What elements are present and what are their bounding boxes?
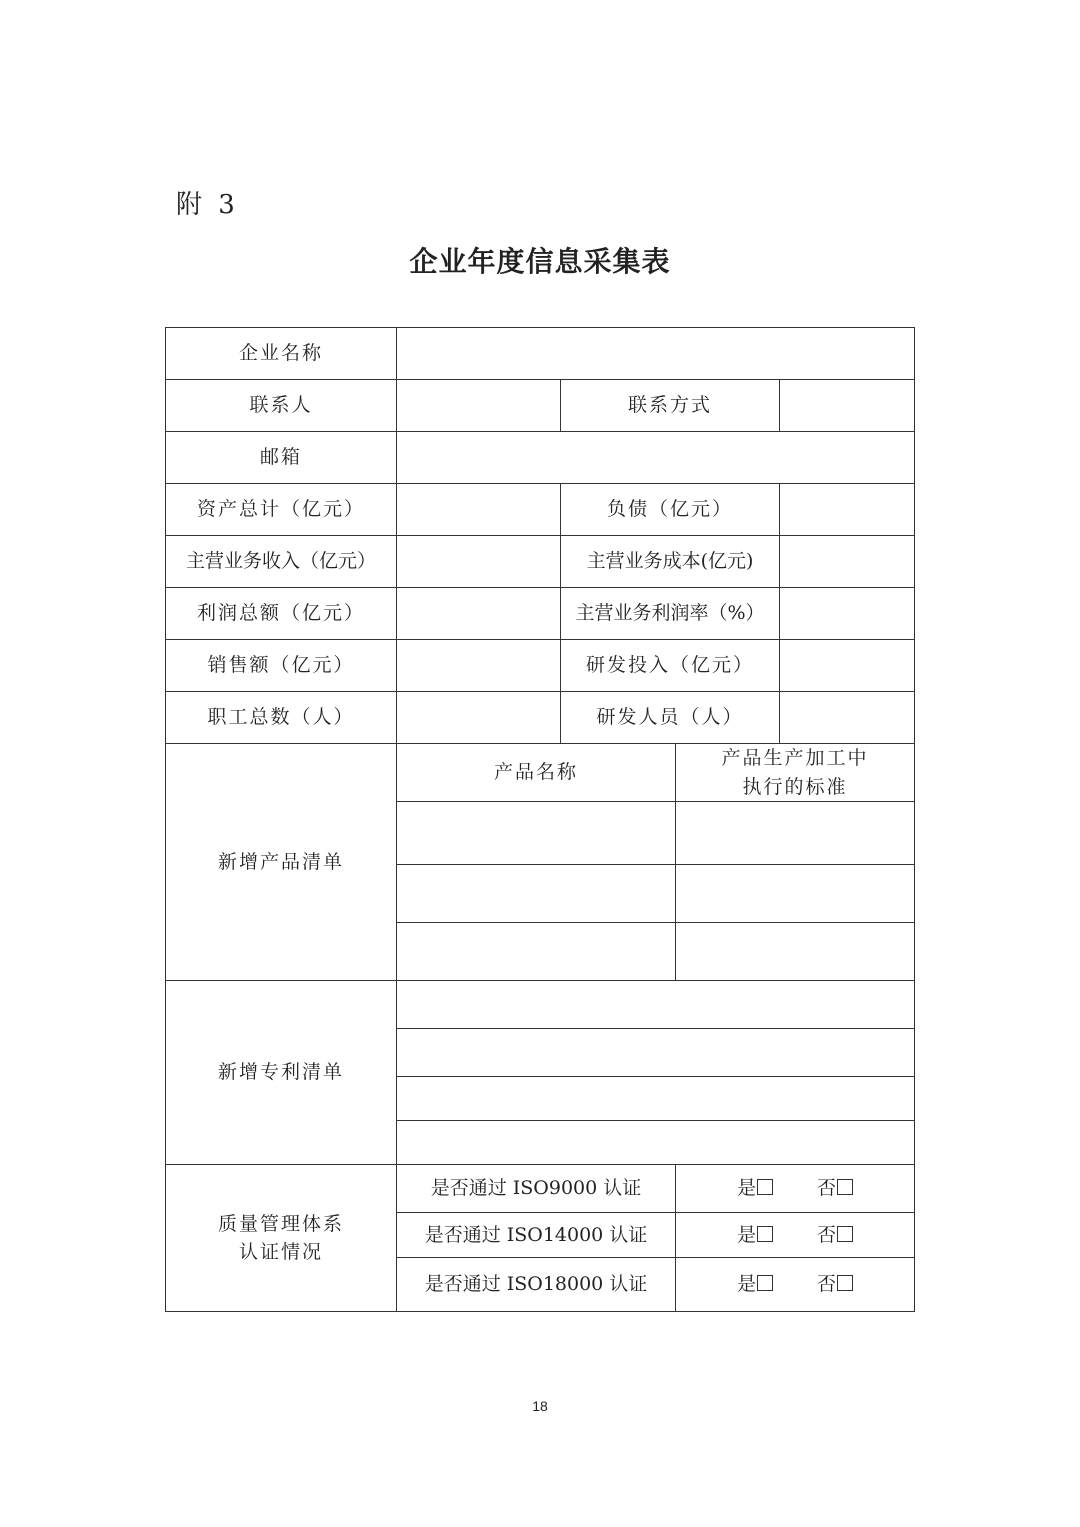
- checkbox-icon[interactable]: [837, 1226, 853, 1242]
- iso18000-options: [676, 1258, 915, 1312]
- rd-investment-label: 研发投入（亿元）: [561, 640, 780, 692]
- product-name-input[interactable]: [397, 923, 676, 981]
- new-products-label: 新增产品清单: [166, 744, 397, 981]
- contact-method-input[interactable]: [780, 380, 915, 432]
- new-patents-label: 新增专利清单: [166, 981, 397, 1165]
- patent-input[interactable]: [397, 1121, 915, 1165]
- checkbox-icon[interactable]: [837, 1275, 853, 1291]
- annex-label: 附 3: [176, 190, 239, 220]
- product-standard-input[interactable]: [676, 865, 915, 923]
- no-label: 否: [817, 1223, 837, 1246]
- total-profit-input[interactable]: [397, 588, 561, 640]
- checkbox-icon[interactable]: [757, 1275, 773, 1291]
- quality-certification-label: [166, 1165, 397, 1312]
- iso18000-no-option[interactable]: [817, 1270, 853, 1299]
- yes-label: 是: [736, 1273, 756, 1296]
- iso9000-no-option[interactable]: [817, 1174, 853, 1203]
- rd-staff-input[interactable]: [780, 692, 915, 744]
- quality-label-line1: 质量管理体系: [217, 1212, 344, 1235]
- email-input[interactable]: [397, 432, 915, 484]
- product-standard-header: [676, 744, 915, 802]
- company-name-input[interactable]: [397, 328, 915, 380]
- total-assets-label: 资产总计（亿元）: [166, 484, 397, 536]
- checkbox-icon[interactable]: [757, 1179, 773, 1195]
- iso14000-no-option[interactable]: [817, 1221, 853, 1250]
- total-assets-input[interactable]: [397, 484, 561, 536]
- patent-input[interactable]: [397, 981, 915, 1029]
- product-standard-input[interactable]: [676, 802, 915, 865]
- contact-method-label: 联系方式: [561, 380, 780, 432]
- iso18000-yes-option[interactable]: [737, 1270, 773, 1299]
- email-label: 邮箱: [166, 432, 397, 484]
- product-name-input[interactable]: [397, 865, 676, 923]
- main-profit-rate-label: 主营业务利润率（%）: [561, 588, 780, 640]
- liabilities-label: 负债（亿元）: [561, 484, 780, 536]
- no-label: 否: [817, 1177, 837, 1200]
- total-profit-label: 利润总额（亿元）: [166, 588, 397, 640]
- sales-label: 销售额（亿元）: [166, 640, 397, 692]
- product-standard-input[interactable]: [676, 923, 915, 981]
- main-cost-input[interactable]: [780, 536, 915, 588]
- iso18000-question: 是否通过 ISO18000 认证: [397, 1258, 676, 1312]
- total-staff-label: 职工总数（人）: [166, 692, 397, 744]
- product-standard-header-line1: 产品生产加工中: [721, 747, 869, 769]
- product-name-input[interactable]: [397, 802, 676, 865]
- product-name-header: 产品名称: [397, 744, 676, 802]
- iso14000-yes-option[interactable]: [737, 1221, 773, 1250]
- rd-staff-label: 研发人员（人）: [561, 692, 780, 744]
- patent-input[interactable]: [397, 1077, 915, 1121]
- iso14000-options: [676, 1213, 915, 1258]
- yes-label: 是: [736, 1177, 756, 1200]
- contact-person-label: 联系人: [166, 380, 397, 432]
- main-revenue-label: 主营业务收入（亿元）: [166, 536, 397, 588]
- checkbox-icon[interactable]: [837, 1179, 853, 1195]
- checkbox-icon[interactable]: [757, 1226, 773, 1242]
- quality-label-line2: 认证情况: [238, 1241, 323, 1263]
- info-collection-form: [165, 327, 915, 1312]
- main-revenue-input[interactable]: [397, 536, 561, 588]
- iso9000-question: 是否通过 ISO9000 认证: [397, 1165, 676, 1213]
- main-profit-rate-input[interactable]: [780, 588, 915, 640]
- liabilities-input[interactable]: [780, 484, 915, 536]
- page-number: 18: [532, 1398, 548, 1414]
- rd-investment-input[interactable]: [780, 640, 915, 692]
- no-label: 否: [817, 1273, 837, 1296]
- total-staff-input[interactable]: [397, 692, 561, 744]
- iso9000-options: [676, 1165, 915, 1213]
- yes-label: 是: [736, 1223, 756, 1246]
- product-standard-header-line2: 执行的标准: [742, 775, 848, 798]
- contact-person-input[interactable]: [397, 380, 561, 432]
- patent-input[interactable]: [397, 1029, 915, 1077]
- sales-input[interactable]: [397, 640, 561, 692]
- iso9000-yes-option[interactable]: [737, 1174, 773, 1203]
- iso14000-question: 是否通过 ISO14000 认证: [397, 1213, 676, 1258]
- main-cost-label: 主营业务成本(亿元): [561, 536, 780, 588]
- form-title: 企业年度信息采集表: [409, 245, 671, 278]
- company-name-label: 企业名称: [166, 328, 397, 380]
